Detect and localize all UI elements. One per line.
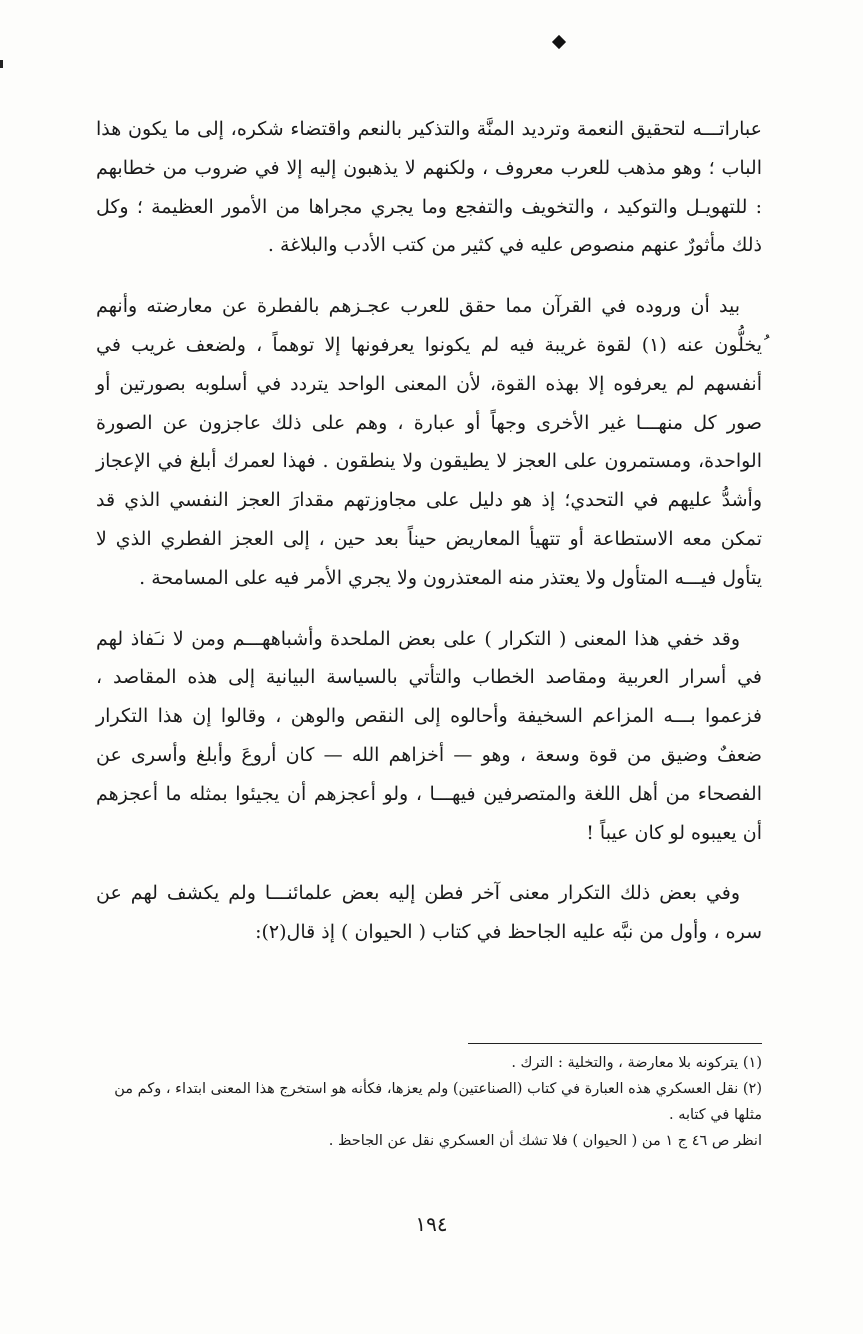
paragraph-1: عباراتـــه لتحقيق النعمة وترديد المنَّة والتذكير بالنعم واقتضاء شكره، إلى ما يكون هذا الباب ؛ وهو مذهب للعرب معروف ، ولكنهم لا يذهبون إليه إلا في ضروب من خطابهم : للتهويـل والتوكيد ، والتخويف والتفجع وما يجري مجراها من الأمور العظيمة ؛ وكل ذلك مأثورٌ عنهم منصوص عليه في كثير من كتب الأدب والبلاغة . <box>96 118 762 257</box>
paragraph-4: وفي بعض ذلك التكرار معنى آخر فطن إليه بعض علمائنـــا ولم يكشف لهم عن سره ، وأول من نبَّه عليه الجاحظ في كتاب ( الحيوان ) إذ قال(٢): <box>96 882 762 944</box>
footnotes <box>96 1050 762 1154</box>
footnote-separator <box>468 1043 762 1044</box>
footnote-1: (١) يتركونه بلا معارضة ، والتخلية : الترك . <box>511 1055 762 1071</box>
footnote-2: (٢) نقل العسكري هذه العبارة في كتاب (الصناعتين) ولم يعزها، فكأنه هو استخرج هذا المعنى ابتداء ، وكم من مثلها في كتابه . <box>114 1081 762 1123</box>
footnote-2-continuation: انظر ص ٤٦ ج ١ من ( الحيوان ) فلا تشك أن العسكري نقل عن الجاحظ . <box>328 1133 762 1149</box>
main-text <box>96 110 762 974</box>
diamond-ornament-icon <box>552 35 566 49</box>
paragraph-2: بيد أن وروده في القرآن مما حقق للعرب عجـزهم بالفطرة عن معارضته وأنهم ُيخلُّون عنه (١) لقوة غريبة فيه لم يكونوا يعرفونها إلا توهماً ، ولضعف غريب في أنفسهم لم يعرفوه إلا بهذه القوة، لأن المعنى الواحد يتردد في أسلوبه بصورتين أو صور كل منهـــا غير الأخرى وجهاً أو عبارة ، وهم على ذلك عاجزون عن الصورة الواحدة، ومستمرون على العجز لا يطيقون ولا ينطقون . فهذا لعمرك أبلغ في الإعجاز وأشدُّ عليهم في التحدي؛ إذ هو دليل على مجاوزتهم مقدارَ العجز النفسي الذي قد تمكن معه الاستطاعة أو تتهيأ المعاريض حيناً بعد حين ، إلى العجز الفطري الذي لا يتأول فيـــه المتأول ولا يعتذر منه المعتذرون ولا يجري الأمر فيه على المسامحة . <box>96 295 762 589</box>
scan-edge-mark <box>0 60 3 68</box>
page-number: ١٩٤ <box>415 1212 448 1236</box>
paragraph-3: وقد خفي هذا المعنى ( التكرار ) على بعض الملحدة وأشباههـــم ومن لا نـَفاذ لهم في أسرار العربية ومقاصد الخطاب والتأتي بالسياسة البيانية إلى هذه المقاصد ، فزعموا بـــه المزاعم السخيفة وأحالوه إلى النقص والوهن ، وقالوا إن هذا التكرار ضعفٌ وضيق من قوة وسعة ، وهو — أخزاهم الله — كان أروعَ وأبلغ وأسرى عن الفصحاء من أهل اللغة والمتصرفين فيهـــا ، ولو أعجزهم أن يجيئوا بمثله ما أعجزهم أن يعيبوه لو كان عيباً ! <box>96 627 762 844</box>
